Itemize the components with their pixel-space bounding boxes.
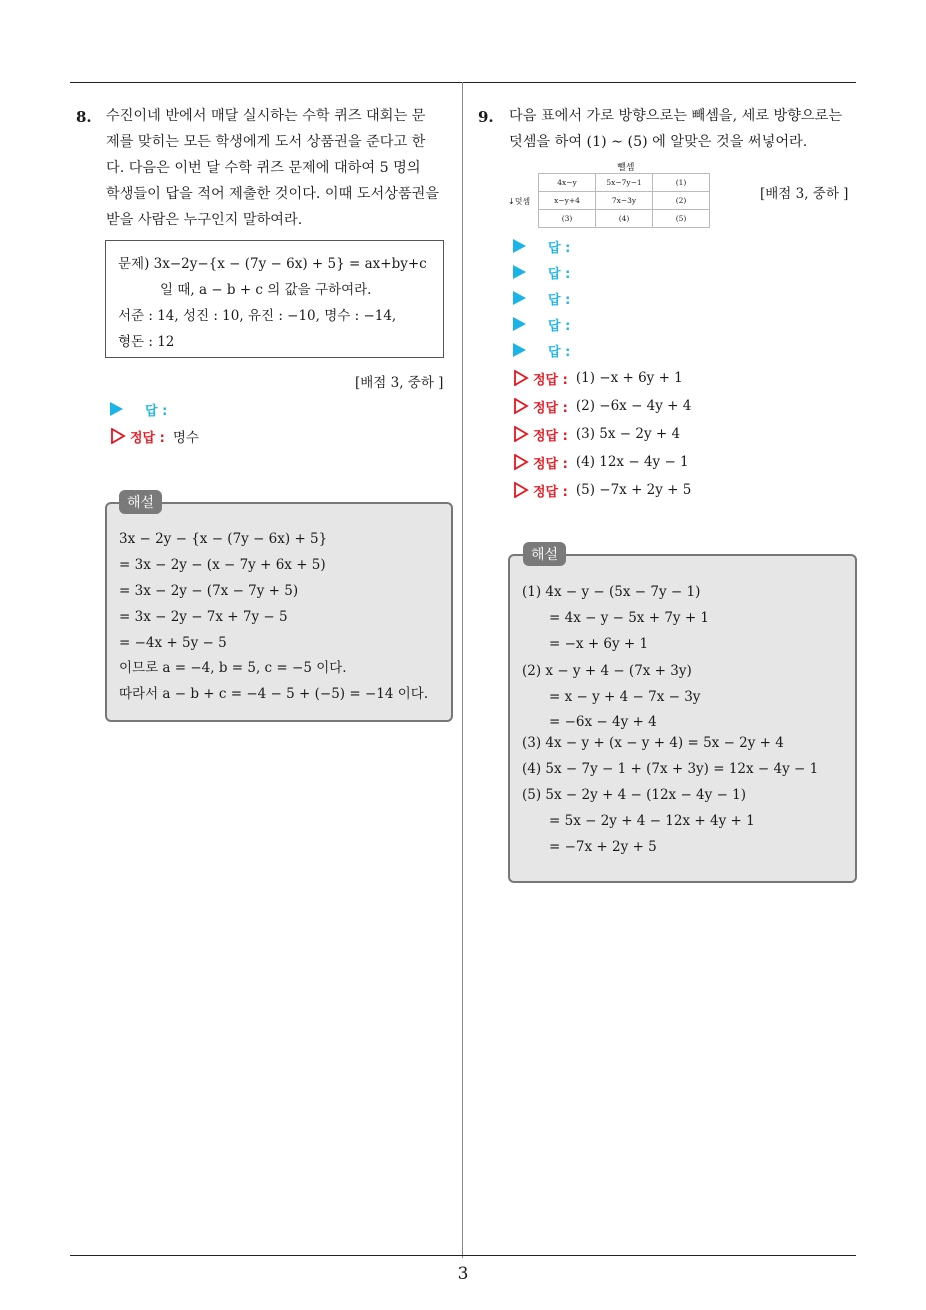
solution-line: = −x + 6y + 1 <box>549 636 649 652</box>
problem-line: 형돈 : 12 <box>118 334 175 350</box>
q8-line: 제를 맞히는 모든 학생에게 도서 상품권을 준다고 한 <box>106 134 426 150</box>
correct-arrow-icon <box>110 428 126 444</box>
solution-line: = 5x − 2y + 4 − 12x + 4y + 1 <box>549 813 755 829</box>
problem-line: 서준 : 14, 성진 : 10, 유진 : −10, 명수 : −14, <box>118 308 397 324</box>
answer-arrow-icon <box>513 291 526 305</box>
solution-line: = −4x + 5y − 5 <box>119 635 227 651</box>
column-divider <box>462 82 463 1258</box>
q9-answer-row[interactable] <box>513 288 570 308</box>
answer-arrow-icon <box>513 343 526 357</box>
table-row <box>539 210 710 228</box>
correct-arrow-icon <box>513 454 529 470</box>
table-cell: x−y+4 <box>539 192 596 210</box>
solution-line: (3) 4x − y + (x − y + 4) = 5x − 2y + 4 <box>522 735 784 751</box>
table-cell: (2) <box>653 192 710 210</box>
table-cell: 4x−y <box>539 174 596 192</box>
solution-line: 따라서 a − b + c = −4 − 5 + (−5) = −14 이다. <box>119 686 429 702</box>
page-number: 3 <box>457 1264 469 1284</box>
q8-line: 수진이네 반에서 매달 실시하는 수학 퀴즈 대회는 문 <box>106 108 426 124</box>
question-8-text <box>106 103 439 233</box>
correct-arrow-icon <box>513 398 529 414</box>
solution-line: (2) x − y + 4 − (7x + 3y) <box>522 663 692 679</box>
solution-line: = −7x + 2y + 5 <box>549 839 657 855</box>
answer-arrow-icon <box>513 317 526 331</box>
solution-line: = 4x − y − 5x + 7y + 1 <box>549 610 710 626</box>
solution-line: (1) 4x − y − (5x − 7y − 1) <box>522 584 701 600</box>
q9-score: [배점 3, 중하 ] <box>760 186 849 202</box>
q8-answer-row[interactable] <box>110 399 167 419</box>
answer-label: 답 : <box>548 240 571 256</box>
answer-arrow-icon <box>513 265 526 279</box>
q9-correct-row <box>513 452 689 472</box>
solution-line: = x − y + 4 − 7x − 3y <box>549 689 701 705</box>
q9-answer-row[interactable] <box>513 236 570 256</box>
table-row <box>539 174 710 192</box>
solution-line: (4) 5x − 7y − 1 + (7x + 3y) = 12x − 4y − 1 <box>522 761 819 777</box>
solution-line: = 3x − 2y − 7x + 7y − 5 <box>119 609 288 625</box>
correct-value: (2) −6x − 4y + 4 <box>575 398 692 414</box>
answer-arrow-icon <box>513 239 526 253</box>
answer-label: 답 : <box>145 403 168 419</box>
problem-line: 문제) 3x−2y−{x − (7y − 6x) + 5} = ax+by+c <box>118 256 427 272</box>
q9-solution-tag: 해설 <box>523 542 566 566</box>
correct-label: 정답 : <box>533 428 568 444</box>
answer-label: 답 : <box>548 266 571 282</box>
table-cell: (4) <box>596 210 653 228</box>
correct-arrow-icon <box>513 482 529 498</box>
q9-line: 다음 표에서 가로 방향으로는 빼셈을, 세로 방향으로는 <box>509 108 843 124</box>
q8-solution-tag: 해설 <box>119 490 162 514</box>
correct-arrow-icon <box>513 426 529 442</box>
table-row <box>539 192 710 210</box>
answer-label: 답 : <box>548 292 571 308</box>
question-9-text <box>509 103 842 155</box>
q9-correct-row <box>513 480 691 500</box>
bottom-rule <box>70 1255 856 1256</box>
correct-label: 정답 : <box>533 400 568 416</box>
solution-line: = −6x − 4y + 4 <box>549 714 657 730</box>
q9-correct-row <box>513 424 680 444</box>
solution-line: = 3x − 2y − (7x − 7y + 5) <box>119 583 299 599</box>
correct-label: 정답 : <box>130 430 165 446</box>
problem-box <box>105 240 444 358</box>
correct-value: (4) 12x − 4y − 1 <box>575 454 689 470</box>
solution-line: = 3x − 2y − (x − 7y + 6x + 5) <box>119 557 326 573</box>
q8-score: [배점 3, 중하 ] <box>355 375 444 391</box>
correct-label: 정답 : <box>533 372 568 388</box>
q9-answer-row[interactable] <box>513 314 570 334</box>
q8-line: 학생들이 답을 적어 제출한 것이다. 이때 도서상품권을 <box>106 186 440 202</box>
correct-value: 명수 <box>172 430 199 446</box>
correct-value: (3) 5x − 2y + 4 <box>575 426 681 442</box>
table-cell: (3) <box>539 210 596 228</box>
table-side-label: ↓덧셈 <box>508 197 531 206</box>
table-cell: 7x−3y <box>596 192 653 210</box>
question-9-number: 9. <box>478 108 494 126</box>
correct-value: (1) −x + 6y + 1 <box>575 370 683 386</box>
answer-arrow-icon <box>110 402 123 416</box>
correct-value: (5) −7x + 2y + 5 <box>575 482 692 498</box>
q9-line: 덧셈을 하여 (1) ∼ (5) 에 알맞은 것을 써넣어라. <box>509 134 808 150</box>
q8-line: 받을 사람은 누구인지 말하여라. <box>106 212 303 228</box>
solution-line: 3x − 2y − {x − (7y − 6x) + 5} <box>119 531 328 547</box>
q8-line: 다. 다음은 이번 달 수학 퀴즈 문제에 대하여 5 명의 <box>106 160 421 176</box>
table-top-label: 뺄셈 <box>617 163 635 173</box>
problem-line: 일 때, a − b + c 의 값을 구하여라. <box>160 282 372 298</box>
top-rule <box>70 82 856 83</box>
operation-table <box>538 173 710 228</box>
q9-answer-row[interactable] <box>513 262 570 282</box>
answer-label: 답 : <box>548 344 571 360</box>
correct-arrow-icon <box>513 370 529 386</box>
answer-label: 답 : <box>548 318 571 334</box>
solution-line: 이므로 a = −4, b = 5, c = −5 이다. <box>119 660 347 676</box>
correct-label: 정답 : <box>533 484 568 500</box>
table-cell: (5) <box>653 210 710 228</box>
table-cell: (1) <box>653 174 710 192</box>
correct-label: 정답 : <box>533 456 568 472</box>
table-cell: 5x−7y−1 <box>596 174 653 192</box>
q9-correct-row <box>513 368 683 388</box>
question-8-number: 8. <box>76 108 92 126</box>
q8-correct-row <box>110 426 199 446</box>
solution-line: (5) 5x − 2y + 4 − (12x − 4y − 1) <box>522 787 747 803</box>
q9-correct-row <box>513 396 691 416</box>
q9-answer-row[interactable] <box>513 340 570 360</box>
